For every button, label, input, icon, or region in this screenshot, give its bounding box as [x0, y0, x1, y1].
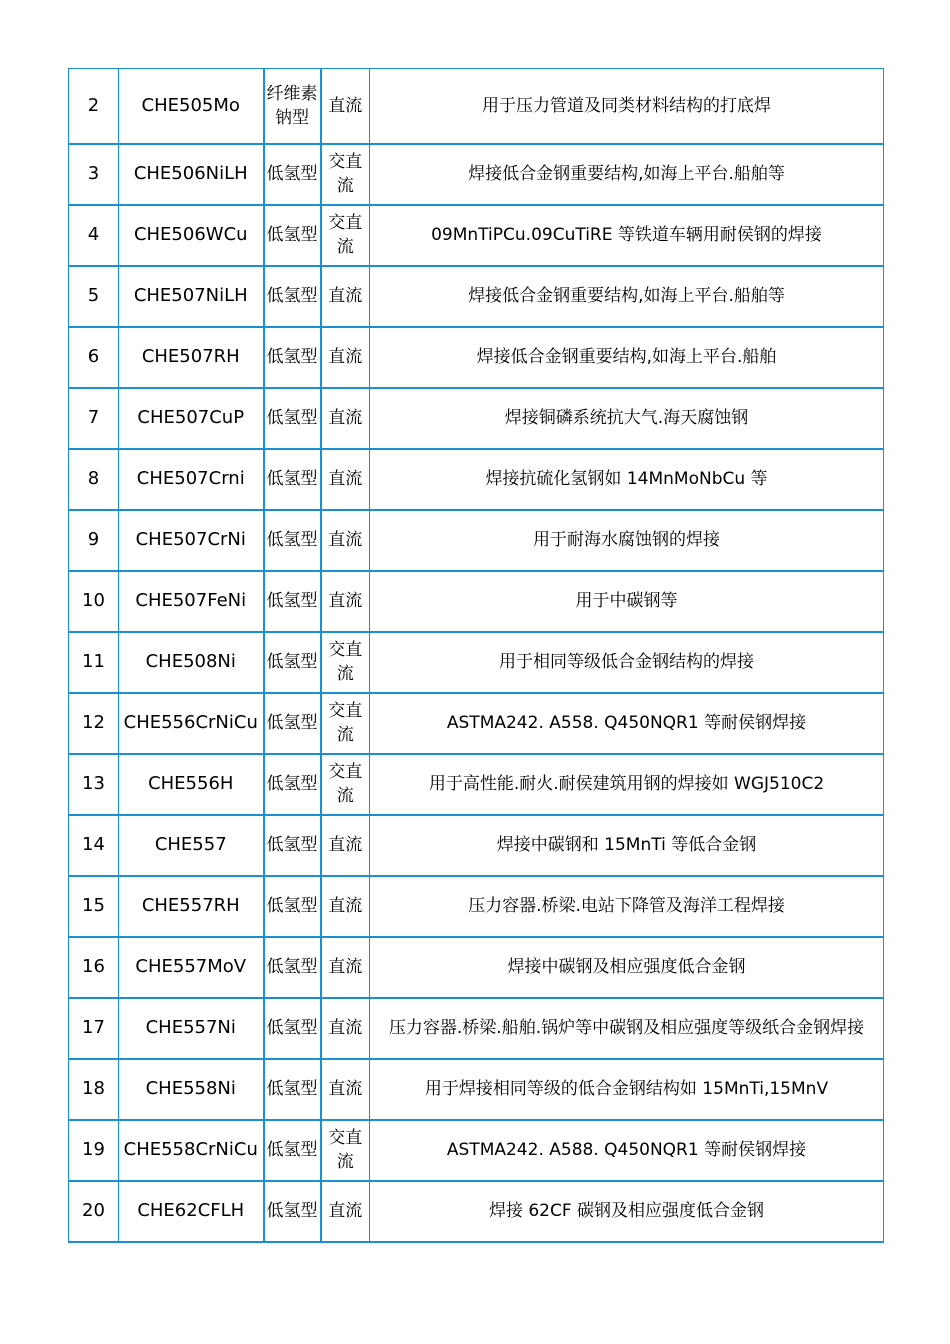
model-cell: CHE556CrNiCu	[119, 693, 264, 754]
row-number: 19	[69, 1120, 119, 1181]
row-number: 8	[69, 449, 119, 510]
table-row	[69, 1181, 884, 1242]
coating-type-cell: 低氢型	[264, 876, 321, 937]
table-row	[69, 205, 884, 266]
model-cell: CHE507NiLH	[119, 266, 264, 327]
model-cell: CHE558CrNiCu	[119, 1120, 264, 1181]
model-cell: CHE557	[119, 815, 264, 876]
table-row	[69, 388, 884, 449]
table-row	[69, 69, 884, 144]
coating-type-cell: 低氢型	[264, 449, 321, 510]
table-row	[69, 144, 884, 205]
table-row	[69, 937, 884, 998]
coating-type-cell: 低氢型	[264, 510, 321, 571]
row-number: 2	[69, 69, 119, 144]
coating-type-cell: 低氢型	[264, 144, 321, 205]
model-cell: CHE505Mo	[119, 69, 264, 144]
application-cell: 用于耐海水腐蚀钢的焊接	[370, 510, 884, 571]
model-cell: CHE557Ni	[119, 998, 264, 1059]
coating-type-cell: 低氢型	[264, 388, 321, 449]
coating-type-cell: 低氢型	[264, 815, 321, 876]
table-row	[69, 510, 884, 571]
table-row	[69, 1059, 884, 1120]
coating-type-cell: 低氢型	[264, 1059, 321, 1120]
current-type-cell: 交直流	[321, 693, 370, 754]
row-number: 16	[69, 937, 119, 998]
row-number: 7	[69, 388, 119, 449]
row-number: 3	[69, 144, 119, 205]
current-type-cell: 直流	[321, 1181, 370, 1242]
row-number: 15	[69, 876, 119, 937]
application-cell: 焊接铜磷系统抗大气.海天腐蚀钢	[370, 388, 884, 449]
electrode-table	[68, 68, 884, 1243]
current-type-cell: 交直流	[321, 1120, 370, 1181]
application-cell: 用于高性能.耐火.耐侯建筑用钢的焊接如 WGJ510C2	[370, 754, 884, 815]
row-number: 18	[69, 1059, 119, 1120]
application-cell: 焊接低合金钢重要结构,如海上平台.船舶等	[370, 144, 884, 205]
application-cell: 焊接抗硫化氢钢如 14MnMoNbCu 等	[370, 449, 884, 510]
model-cell: CHE508Ni	[119, 632, 264, 693]
current-type-cell: 直流	[321, 69, 370, 144]
current-type-cell: 直流	[321, 449, 370, 510]
row-number: 11	[69, 632, 119, 693]
row-number: 10	[69, 571, 119, 632]
table-row	[69, 449, 884, 510]
coating-type-cell: 低氢型	[264, 937, 321, 998]
application-cell: 焊接中碳钢及相应强度低合金钢	[370, 937, 884, 998]
application-cell: 09MnTiPCu.09CuTiRE 等铁道车辆用耐侯钢的焊接	[370, 205, 884, 266]
table-row	[69, 815, 884, 876]
current-type-cell: 交直流	[321, 144, 370, 205]
model-cell: CHE506WCu	[119, 205, 264, 266]
table-body	[69, 69, 884, 1242]
row-number: 14	[69, 815, 119, 876]
model-cell: CHE556H	[119, 754, 264, 815]
current-type-cell: 直流	[321, 998, 370, 1059]
coating-type-cell: 低氢型	[264, 1120, 321, 1181]
row-number: 6	[69, 327, 119, 388]
model-cell: CHE557RH	[119, 876, 264, 937]
model-cell: CHE557MoV	[119, 937, 264, 998]
coating-type-cell: 低氢型	[264, 1181, 321, 1242]
application-cell: 用于压力管道及同类材料结构的打底焊	[370, 69, 884, 144]
current-type-cell: 直流	[321, 510, 370, 571]
model-cell: CHE507CrNi	[119, 510, 264, 571]
row-number: 20	[69, 1181, 119, 1242]
table-row	[69, 693, 884, 754]
row-number: 13	[69, 754, 119, 815]
row-number: 5	[69, 266, 119, 327]
coating-type-cell: 低氢型	[264, 266, 321, 327]
model-cell: CHE506NiLH	[119, 144, 264, 205]
electrode-table-page	[68, 68, 883, 1243]
coating-type-cell: 低氢型	[264, 205, 321, 266]
table-row	[69, 1120, 884, 1181]
row-number: 17	[69, 998, 119, 1059]
model-cell: CHE507FeNi	[119, 571, 264, 632]
application-cell: 焊接 62CF 碳钢及相应强度低合金钢	[370, 1181, 884, 1242]
current-type-cell: 直流	[321, 388, 370, 449]
current-type-cell: 交直流	[321, 754, 370, 815]
table-row	[69, 266, 884, 327]
current-type-cell: 直流	[321, 571, 370, 632]
application-cell: 压力容器.桥梁.船舶.锅炉等中碳钢及相应强度等级纸合金钢焊接	[370, 998, 884, 1059]
coating-type-cell: 低氢型	[264, 327, 321, 388]
coating-type-cell: 低氢型	[264, 754, 321, 815]
table-row	[69, 998, 884, 1059]
table-row	[69, 632, 884, 693]
current-type-cell: 直流	[321, 815, 370, 876]
row-number: 4	[69, 205, 119, 266]
table-row	[69, 754, 884, 815]
model-cell: CHE507Crni	[119, 449, 264, 510]
application-cell: 焊接低合金钢重要结构,如海上平台.船舶等	[370, 266, 884, 327]
current-type-cell: 直流	[321, 1059, 370, 1120]
row-number: 12	[69, 693, 119, 754]
model-cell: CHE558Ni	[119, 1059, 264, 1120]
application-cell: 焊接低合金钢重要结构,如海上平台.船舶	[370, 327, 884, 388]
coating-type-cell: 低氢型	[264, 693, 321, 754]
current-type-cell: 交直流	[321, 632, 370, 693]
current-type-cell: 直流	[321, 327, 370, 388]
current-type-cell: 交直流	[321, 205, 370, 266]
current-type-cell: 直流	[321, 937, 370, 998]
table-row	[69, 876, 884, 937]
current-type-cell: 直流	[321, 876, 370, 937]
model-cell: CHE507RH	[119, 327, 264, 388]
coating-type-cell: 低氢型	[264, 632, 321, 693]
model-cell: CHE62CFLH	[119, 1181, 264, 1242]
application-cell: 焊接中碳钢和 15MnTi 等低合金钢	[370, 815, 884, 876]
application-cell: ASTMA242. A588. Q450NQR1 等耐侯钢焊接	[370, 1120, 884, 1181]
table-row	[69, 571, 884, 632]
application-cell: 用于中碳钢等	[370, 571, 884, 632]
model-cell: CHE507CuP	[119, 388, 264, 449]
application-cell: 压力容器.桥梁.电站下降管及海洋工程焊接	[370, 876, 884, 937]
application-cell: ASTMA242. A558. Q450NQR1 等耐侯钢焊接	[370, 693, 884, 754]
row-number: 9	[69, 510, 119, 571]
coating-type-cell: 低氢型	[264, 998, 321, 1059]
coating-type-cell: 低氢型	[264, 571, 321, 632]
application-cell: 用于相同等级低合金钢结构的焊接	[370, 632, 884, 693]
table-row	[69, 327, 884, 388]
coating-type-cell: 纤维素钠型	[264, 69, 321, 144]
current-type-cell: 直流	[321, 266, 370, 327]
application-cell: 用于焊接相同等级的低合金钢结构如 15MnTi,15MnV	[370, 1059, 884, 1120]
